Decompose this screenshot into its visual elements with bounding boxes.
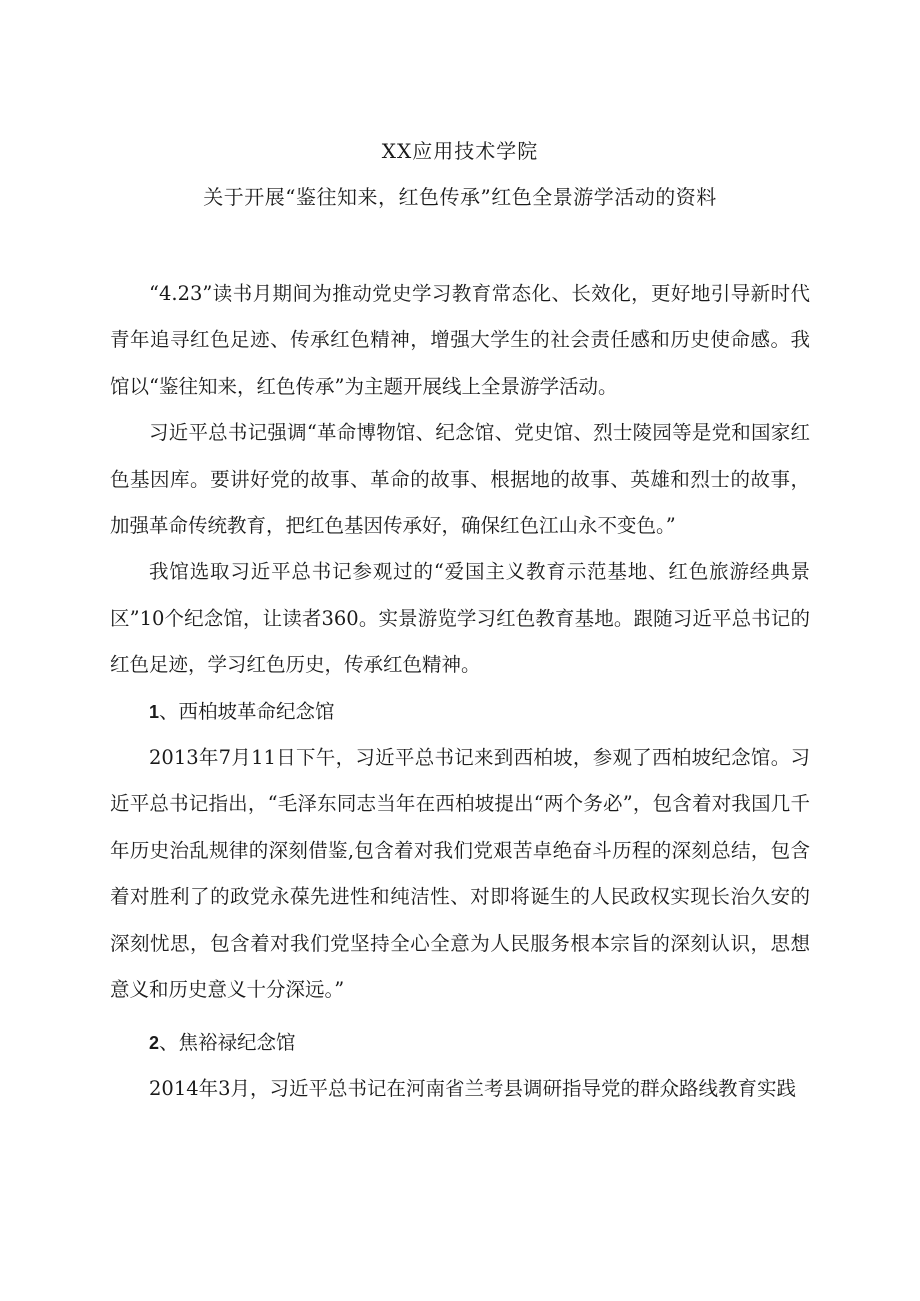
section-1-number: 1 <box>149 701 160 722</box>
section-1-separator: 、 <box>159 699 179 723</box>
document-title-subject: 关于开展“鉴往知来，红色传承”红色全景游学活动的资料 <box>203 185 717 209</box>
document-title-institution: XX应用技术学院 <box>381 139 539 163</box>
section-1-title: 西柏坡革命纪念馆 <box>178 699 335 723</box>
quote-paragraph: 习近平总书记强调“革命博物馆、纪念馆、党史馆、烈士陵园等是党和国家红色基因库。要讲好党的故事、革命的故事、根据地的故事、英雄和烈士的故事，加强革命传统教育，把红色基因传承好，确保红色江山永不变色。” <box>110 421 810 538</box>
section-1-paragraph: 2013年7月11日下午，习近平总书记来到西柏坡，参观了西柏坡纪念馆。习近平总书记指出，“毛泽东同志当年在西柏坡提出“两个务必”，包含着对我国几千年历史治乱规律的深刻借鉴,包含着对我们党艰苦卓绝奋斗历程的深刻总结，包含着对胜利了的政党永葆先进性和纯洁性、对即将诞生的人民政权实现长治久安的深刻忧思，包含着对我们党坚持全心全意为人民服务根本宗旨的深刻认识，思想意义和历史意义十分深远。” <box>110 746 810 1002</box>
section-2-heading <box>110 1020 810 1066</box>
document-body <box>110 271 810 1112</box>
section-1-heading <box>110 689 810 735</box>
section-2-separator: 、 <box>159 1030 179 1054</box>
section-2-paragraph: 2014年3月，习近平总书记在河南省兰考县调研指导党的群众路线教育实践 <box>149 1076 797 1100</box>
section-2-title: 焦裕禄纪念馆 <box>178 1030 296 1054</box>
selection-paragraph: 我馆选取习近平总书记参观过的“爱国主义教育示范基地、红色旅游经典景区”10个纪念馆，让读者360。实景游览学习红色教育基地。跟随习近平总书记的红色足迹，学习红色历史，传承红色精神。 <box>110 560 810 677</box>
intro-paragraph: “4.23”读书月期间为推动党史学习教育常态化、长效化，更好地引导新时代青年追寻红色足迹、传承红色精神，增强大学生的社会责任感和历史使命感。我馆以“鉴往知来，红色传承”为主题开展线上全景游学活动。 <box>110 282 810 398</box>
section-2-number: 2 <box>149 1032 160 1053</box>
